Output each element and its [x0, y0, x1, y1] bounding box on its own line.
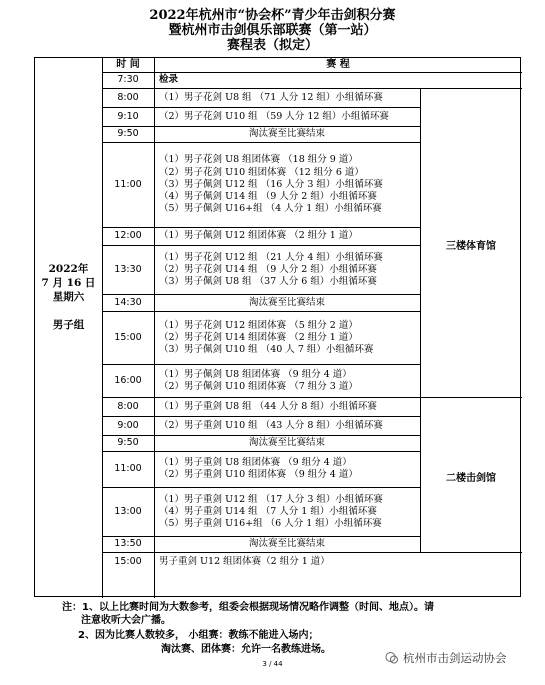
- col-divider-time: [154, 58, 155, 598]
- row-divider: [102, 126, 420, 127]
- event-line: （1）男子重剑 U8 组团体赛 （9 组分 4 道）: [159, 457, 352, 469]
- header-divider: [102, 72, 522, 73]
- time-cell: 15:00: [114, 331, 142, 343]
- event-line: （1）男子重剑 U8 组 （44 人分 8 组）小组循环赛: [159, 400, 377, 412]
- watermark: [385, 650, 507, 666]
- event-line: （2）男子花剑 U10 组团体赛 （12 组分 6 道）: [159, 166, 364, 178]
- header-time: 时 间: [116, 59, 140, 70]
- venue-second-floor: 二楼击剑馆: [446, 472, 496, 484]
- title-line-2: 暨杭州市击剑俱乐部联赛（第一站）: [168, 23, 377, 38]
- page-number: 3 / 44: [262, 660, 283, 668]
- event-line: （1）男子花剑 U8 组团体赛 （18 组分 9 道）: [159, 154, 358, 166]
- event-line: （5）男子佩剑 U16+组 （4 人分 1 组）小组循环赛: [159, 202, 382, 214]
- row-divider: [102, 142, 420, 143]
- header-schedule: 赛 程: [326, 59, 350, 70]
- knockout-note: 淘汰赛至比赛结束: [248, 437, 325, 449]
- row-divider: [102, 451, 420, 452]
- time-cell: 7:30: [117, 74, 139, 86]
- group-label: 男子组: [52, 319, 85, 331]
- time-cell: 9:50: [117, 128, 139, 140]
- time-cell: 16:00: [114, 374, 142, 386]
- event-line: 检录: [159, 74, 179, 85]
- title-line-3: 赛程表（拟定）: [226, 38, 318, 53]
- note-line-1: 注：1、以上比赛时间为大数参考，组委会根据现场情况略作调整（时间、地点）。请: [62, 602, 434, 613]
- time-cell: 14:30: [114, 296, 142, 308]
- col-divider-left: [102, 58, 103, 598]
- event-line: （1）男子佩剑 U12 组团体赛 （2 组分 1 道）: [159, 230, 358, 242]
- date-date: 7 月 16 日: [41, 277, 96, 289]
- row-divider: [102, 552, 420, 553]
- row-divider: [102, 294, 420, 295]
- knockout-note: 淘汰赛至比赛结束: [248, 296, 325, 308]
- event-line: （2）男子重剑 U10 组团体赛 （9 组分 4 道）: [159, 469, 358, 481]
- time-cell: 9:10: [117, 110, 139, 122]
- event-line: （1）男子花剑 U8 组 （71 人分 12 组）小组循环赛: [159, 91, 383, 103]
- note-line-4: 淘汰赛、团体赛：允许一名教练进场。: [161, 644, 331, 655]
- event-line: （2）男子重剑 U10 组 （43 人分 8 组）小组循环赛: [159, 419, 383, 431]
- event-line: 男子重剑 U12 组团体赛（2 组分 1 道）: [159, 555, 330, 567]
- venue-third-floor: 三楼体育馆: [446, 240, 496, 252]
- time-cell: 8:00: [117, 91, 139, 103]
- venue-bottom: [420, 552, 522, 553]
- row-divider: [102, 227, 420, 228]
- event-line: （2）男子花剑 U14 组团体赛 （2 组分 1 道）: [159, 331, 358, 343]
- wechat-icon: [385, 651, 399, 665]
- knockout-note: 淘汰赛至比赛结束: [248, 128, 325, 140]
- time-cell: 11:00: [114, 178, 142, 190]
- date-year: 2022年: [48, 263, 89, 275]
- event-line: （2）男子花剑 U10 组 （59 人分 12 组）小组循环赛: [159, 110, 389, 122]
- time-cell: 12:00: [114, 230, 142, 242]
- row-divider: [102, 487, 420, 488]
- schedule-table: [34, 57, 521, 597]
- note-line-2: 注意收听大会广播。: [81, 615, 171, 626]
- label-spacer: [35, 304, 102, 318]
- date-weekday: 星期六: [52, 291, 85, 303]
- event-line: （1）男子佩剑 U8 组团体赛 （9 组分 4 道）: [159, 368, 352, 380]
- row-divider: [102, 88, 522, 89]
- time-cell: 13:50: [114, 538, 142, 550]
- event-line: （1）男子花剑 U12 组 （21 人分 4 组）小组循环赛: [159, 251, 383, 263]
- event-line: （4）男子重剑 U14 组 （7 人分 1 组）小组循环赛: [159, 505, 377, 517]
- time-cell: 9:00: [117, 419, 139, 431]
- time-cell: 8:00: [117, 400, 139, 412]
- event-line: （4）男子佩剑 U14 组 （9 人分 2 组）小组循环赛: [159, 190, 377, 202]
- row-divider: [102, 245, 420, 246]
- event-line: （1）男子重剑 U12 组 （17 人分 3 组）小组循环赛: [159, 493, 383, 505]
- event-line: （1）男子花剑 U12 组团体赛 （5 组分 2 道）: [159, 319, 358, 331]
- time-cell: 13:30: [114, 263, 142, 275]
- row-divider: [102, 397, 522, 398]
- knockout-note: 淘汰赛至比赛结束: [248, 538, 325, 550]
- row-divider: [102, 311, 420, 312]
- time-cell: 9:50: [117, 437, 139, 449]
- event-line: （2）男子佩剑 U10 组团体赛 （7 组分 3 道）: [159, 380, 358, 392]
- row-divider: [102, 107, 420, 108]
- time-cell: 11:00: [114, 463, 142, 475]
- event-line: （3）男子佩剑 U10 组 （40 人 7 组）小组循环赛: [159, 343, 374, 355]
- event-line: （3）男子佩剑 U8 组 （37 人分 6 组）小组循环赛: [159, 275, 377, 287]
- note-line-3: 2、因为比赛人数较多， 小组赛：教练不能进入场内；: [78, 630, 319, 641]
- row-divider: [102, 364, 420, 365]
- date-label: [35, 262, 102, 332]
- event-line: （2）男子花剑 U14 组 （9 人分 2 组）小组循环赛: [159, 263, 377, 275]
- watermark-text: 杭州市击剑运动协会: [403, 651, 507, 665]
- time-cell: 13:00: [114, 505, 142, 517]
- event-line: （5）男子重剑 U16+组 （6 人分 1 组）小组循环赛: [159, 517, 382, 529]
- row-divider: [102, 416, 420, 417]
- title-line-1: 2022年杭州市“协会杯”青少年击剑积分赛: [149, 8, 396, 23]
- event-line: （3）男子佩剑 U12 组 （16 人分 3 组）小组循环赛: [159, 178, 383, 190]
- time-cell: 15:00: [114, 555, 142, 567]
